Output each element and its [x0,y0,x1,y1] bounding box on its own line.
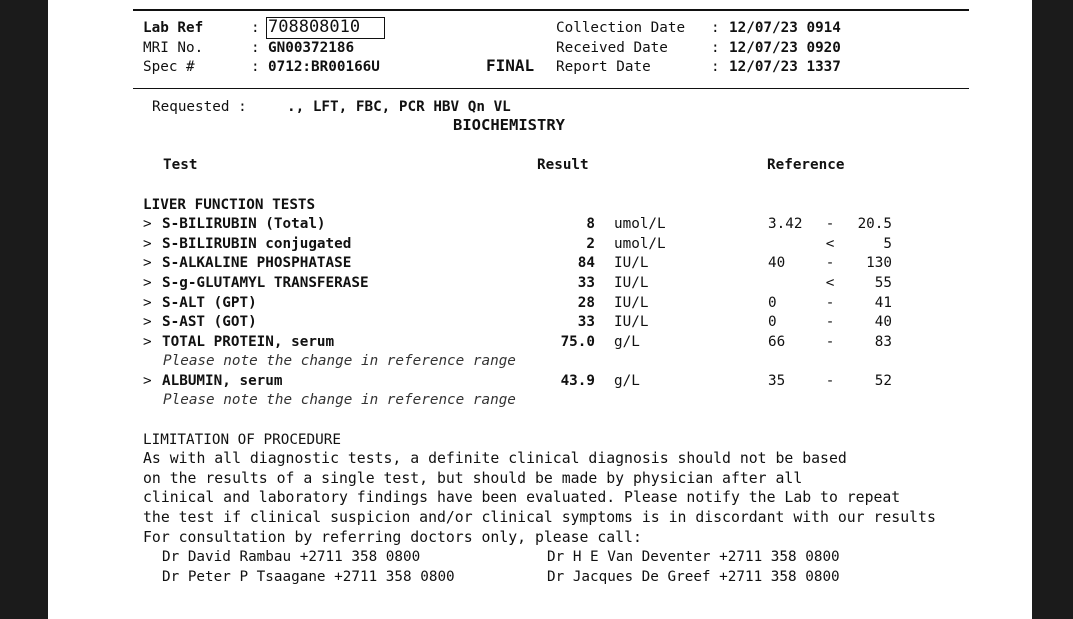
mri-sep: : [251,40,260,56]
row-marker: > [143,216,152,232]
doctor-contact: Dr David Rambau +2711 358 0800 [162,549,421,565]
collection-date-label: Collection Date [556,20,686,36]
limitation-title: LIMITATION OF PROCEDURE [143,432,341,448]
received-date-value: 12/07/23 0920 [729,40,841,56]
mri-value: GN00372186 [268,40,355,56]
ref-low: 3.42 [768,216,803,232]
report-date-value: 12/07/23 1337 [729,59,841,75]
group-title: LIVER FUNCTION TESTS [143,197,316,213]
test-result: 84 [577,255,595,271]
test-unit: umol/L [614,216,666,232]
section-title: BIOCHEMISTRY [453,116,565,134]
test-unit: IU/L [614,314,649,330]
test-name: S-BILIRUBIN conjugated [162,236,352,252]
reference-note: Please note the change in reference range [163,392,516,408]
spec-value: 0712:BR00166U [268,59,380,75]
mri-label: MRI No. [143,40,204,56]
right-border [1032,0,1073,619]
column-result: Result [537,157,589,173]
ref-operator: - [825,295,835,311]
test-name: ALBUMIN, serum [162,373,283,389]
ref-high: 52 [874,373,892,389]
test-unit: IU/L [614,295,649,311]
row-marker: > [143,295,152,311]
ref-low: 66 [768,334,786,350]
report-status: FINAL [486,56,535,75]
requested-value: ., LFT, FBC, PCR HBV Qn VL [287,99,511,115]
ref-high: 5 [883,236,892,252]
ref-low: 40 [768,255,786,271]
collection-sep: : [711,20,720,36]
test-unit: umol/L [614,236,666,252]
column-reference: Reference [767,157,845,173]
row-marker: > [143,373,152,389]
row-marker: > [143,255,152,271]
test-name: TOTAL PROTEIN, serum [162,334,335,350]
test-name: S-AST (GOT) [162,314,257,330]
test-result: 75.0 [560,334,595,350]
received-sep: : [711,40,720,56]
ref-high: 41 [874,295,892,311]
test-result: 28 [577,295,595,311]
reference-note: Please note the change in reference range [163,353,516,369]
test-result: 8 [586,216,595,232]
ref-low: 0 [768,295,777,311]
limitation-line: As with all diagnostic tests, a definite clinical diagnosis should not be based [143,450,847,467]
ref-operator: - [825,373,835,389]
lab-ref-sep: : [251,20,260,36]
limitation-line: For consultation by referring doctors only, please call: [143,529,642,546]
test-name: S-g-GLUTAMYL TRANSFERASE [162,275,369,291]
ref-operator: - [825,314,835,330]
test-result: 33 [577,314,595,330]
doctor-contact: Dr Peter P Tsaagane +2711 358 0800 [162,569,455,585]
limitation-line: the test if clinical suspicion and/or clinical symptoms is in discordant with our results [143,509,936,526]
test-name: S-ALT (GPT) [162,295,257,311]
test-unit: g/L [614,373,640,389]
ref-low: 35 [768,373,786,389]
test-result: 2 [586,236,595,252]
row-marker: > [143,314,152,330]
ref-operator: - [825,255,835,271]
test-result: 33 [577,275,595,291]
ref-operator: < [825,275,835,291]
report-date-label: Report Date [556,59,651,75]
ref-high: 20.5 [857,216,892,232]
row-marker: > [143,236,152,252]
test-unit: IU/L [614,275,649,291]
top-rule [133,9,969,11]
limitation-line: on the results of a single test, but should be made by physician after all [143,470,803,487]
ref-low: 0 [768,314,777,330]
test-unit: g/L [614,334,640,350]
doctor-contact: Dr H E Van Deventer +2711 358 0800 [547,549,840,565]
lab-ref-value: 708808010 [268,17,361,37]
test-unit: IU/L [614,255,649,271]
ref-operator: < [825,236,835,252]
ref-high: 40 [874,314,892,330]
left-border [0,0,48,619]
ref-operator: - [825,334,835,350]
requested-label: Requested : [152,99,247,115]
test-name: S-BILIRUBIN (Total) [162,216,326,232]
lab-ref-label: Lab Ref [143,20,204,36]
ref-operator: - [825,216,835,232]
ref-high: 130 [866,255,892,271]
ref-high: 55 [874,275,892,291]
test-name: S-ALKALINE PHOSPHATASE [162,255,352,271]
row-marker: > [143,275,152,291]
limitation-line: clinical and laboratory findings have been evaluated. Please notify the Lab to repeat [143,489,901,506]
spec-sep: : [251,59,260,75]
received-date-label: Received Date [556,40,668,56]
doctor-contact: Dr Jacques De Greef +2711 358 0800 [547,569,840,585]
collection-date-value: 12/07/23 0914 [729,20,841,36]
header-rule [133,88,969,89]
report-sep: : [711,59,720,75]
column-test: Test [163,157,198,173]
row-marker: > [143,334,152,350]
test-result: 43.9 [560,373,595,389]
ref-high: 83 [874,334,892,350]
spec-label: Spec # [143,59,195,75]
